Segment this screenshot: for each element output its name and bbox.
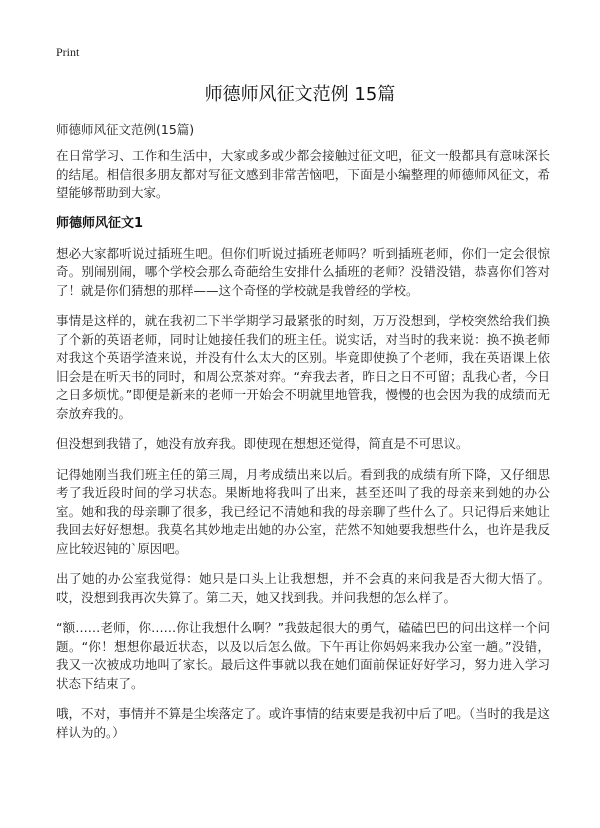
intro-paragraph: 在日常学习、工作和生活中，大家或多或少都会接触过征文吧，征文一般都具有意味深长的结尾。相信很多朋友都对写征文感到非常苦恼吧，下面是小编整理的师德师风征文，希望能够帮助到大家。: [56, 148, 550, 200]
body-paragraph: 想必大家都听说过插班生吧。但你们听说过插班老师吗？听到插班老师，你们一定会很惊奇。别闹别闹，哪个学校会那么奇葩给生安排什么插班的老师？没错没错，恭喜你们答对了！就是你们猜想的那样——这个奇怪的学校就是我曾经的学校。: [56, 245, 550, 298]
section-heading: 师德师风征文1: [56, 215, 144, 231]
document-subtitle: 师德师风征文范例(15篇): [56, 122, 195, 137]
document-body: [56, 121, 550, 754]
body-paragraph: 但没想到我错了，她没有放弃我。即使现在想想还觉得，简直是不可思议。: [56, 436, 469, 451]
body-paragraph: 事情是这样的，就在我初二下半学期学习最紧张的时刻，万万没想到，学校突然给我们换了个新的英语老师，同时让她接任我们的班主任。说实话，对当时的我来说：换不换老师对我这个英语学渣来说，并没有什么太大的区别。毕竟即使换了个老师，我在英语课上依旧会是在听天书的同时，和周公烹茶对弈。“弃我去者，昨日之日不可留；乱我心者，今日之日多烦忧。”即便是新来的老师一开始会不明就里地管我，慢慢的也会因为我的成绩而无奈放弃我的。: [56, 313, 550, 421]
page-title: 师德师风征文范例 15篇: [204, 84, 396, 105]
body-paragraph: 出了她的办公室我觉得：她只是口头上让我想想，并不会真的来问我是否大彻大悟了。哎，没想到我再次失算了。第二天，她又找到我。并问我想的怎么样了。: [56, 571, 550, 605]
body-paragraph: 哦，不对，事情并不算是尘埃落定了。或许事情的结束要是我初中后了吧。（当时的我是这样认为的。）: [56, 706, 550, 740]
body-paragraph: “额……老师，你……你让我想什么啊？”我鼓起很大的勇气，磕磕巴巴的问出这样一个问题。“你！想想你最近状态，以及以后怎么做。下午再让你妈妈来我办公室一趟。”没错，我又一次被成功地叫了家长。最后这件事就以我在她们面前保证好好学习，努力进入学习状态下结束了。: [56, 620, 550, 691]
print-label: Print: [56, 45, 80, 59]
body-paragraph: 记得她刚当我们班主任的第三周，月考成绩出来以后。看到我的成绩有所下降，又仔细思考了我近段时间的学习状态。果断地将我叫了出来，甚至还叫了我的母亲来到她的办公室。她和我的母亲聊了很多，我已经记不清她和我的母亲聊了些什么了。只记得后来她让我回去好好想想。我莫名其妙地走出她的办公室，茫然不知她要我想些什么，也许是我反应比较迟钝的`原因吧。: [56, 466, 550, 556]
